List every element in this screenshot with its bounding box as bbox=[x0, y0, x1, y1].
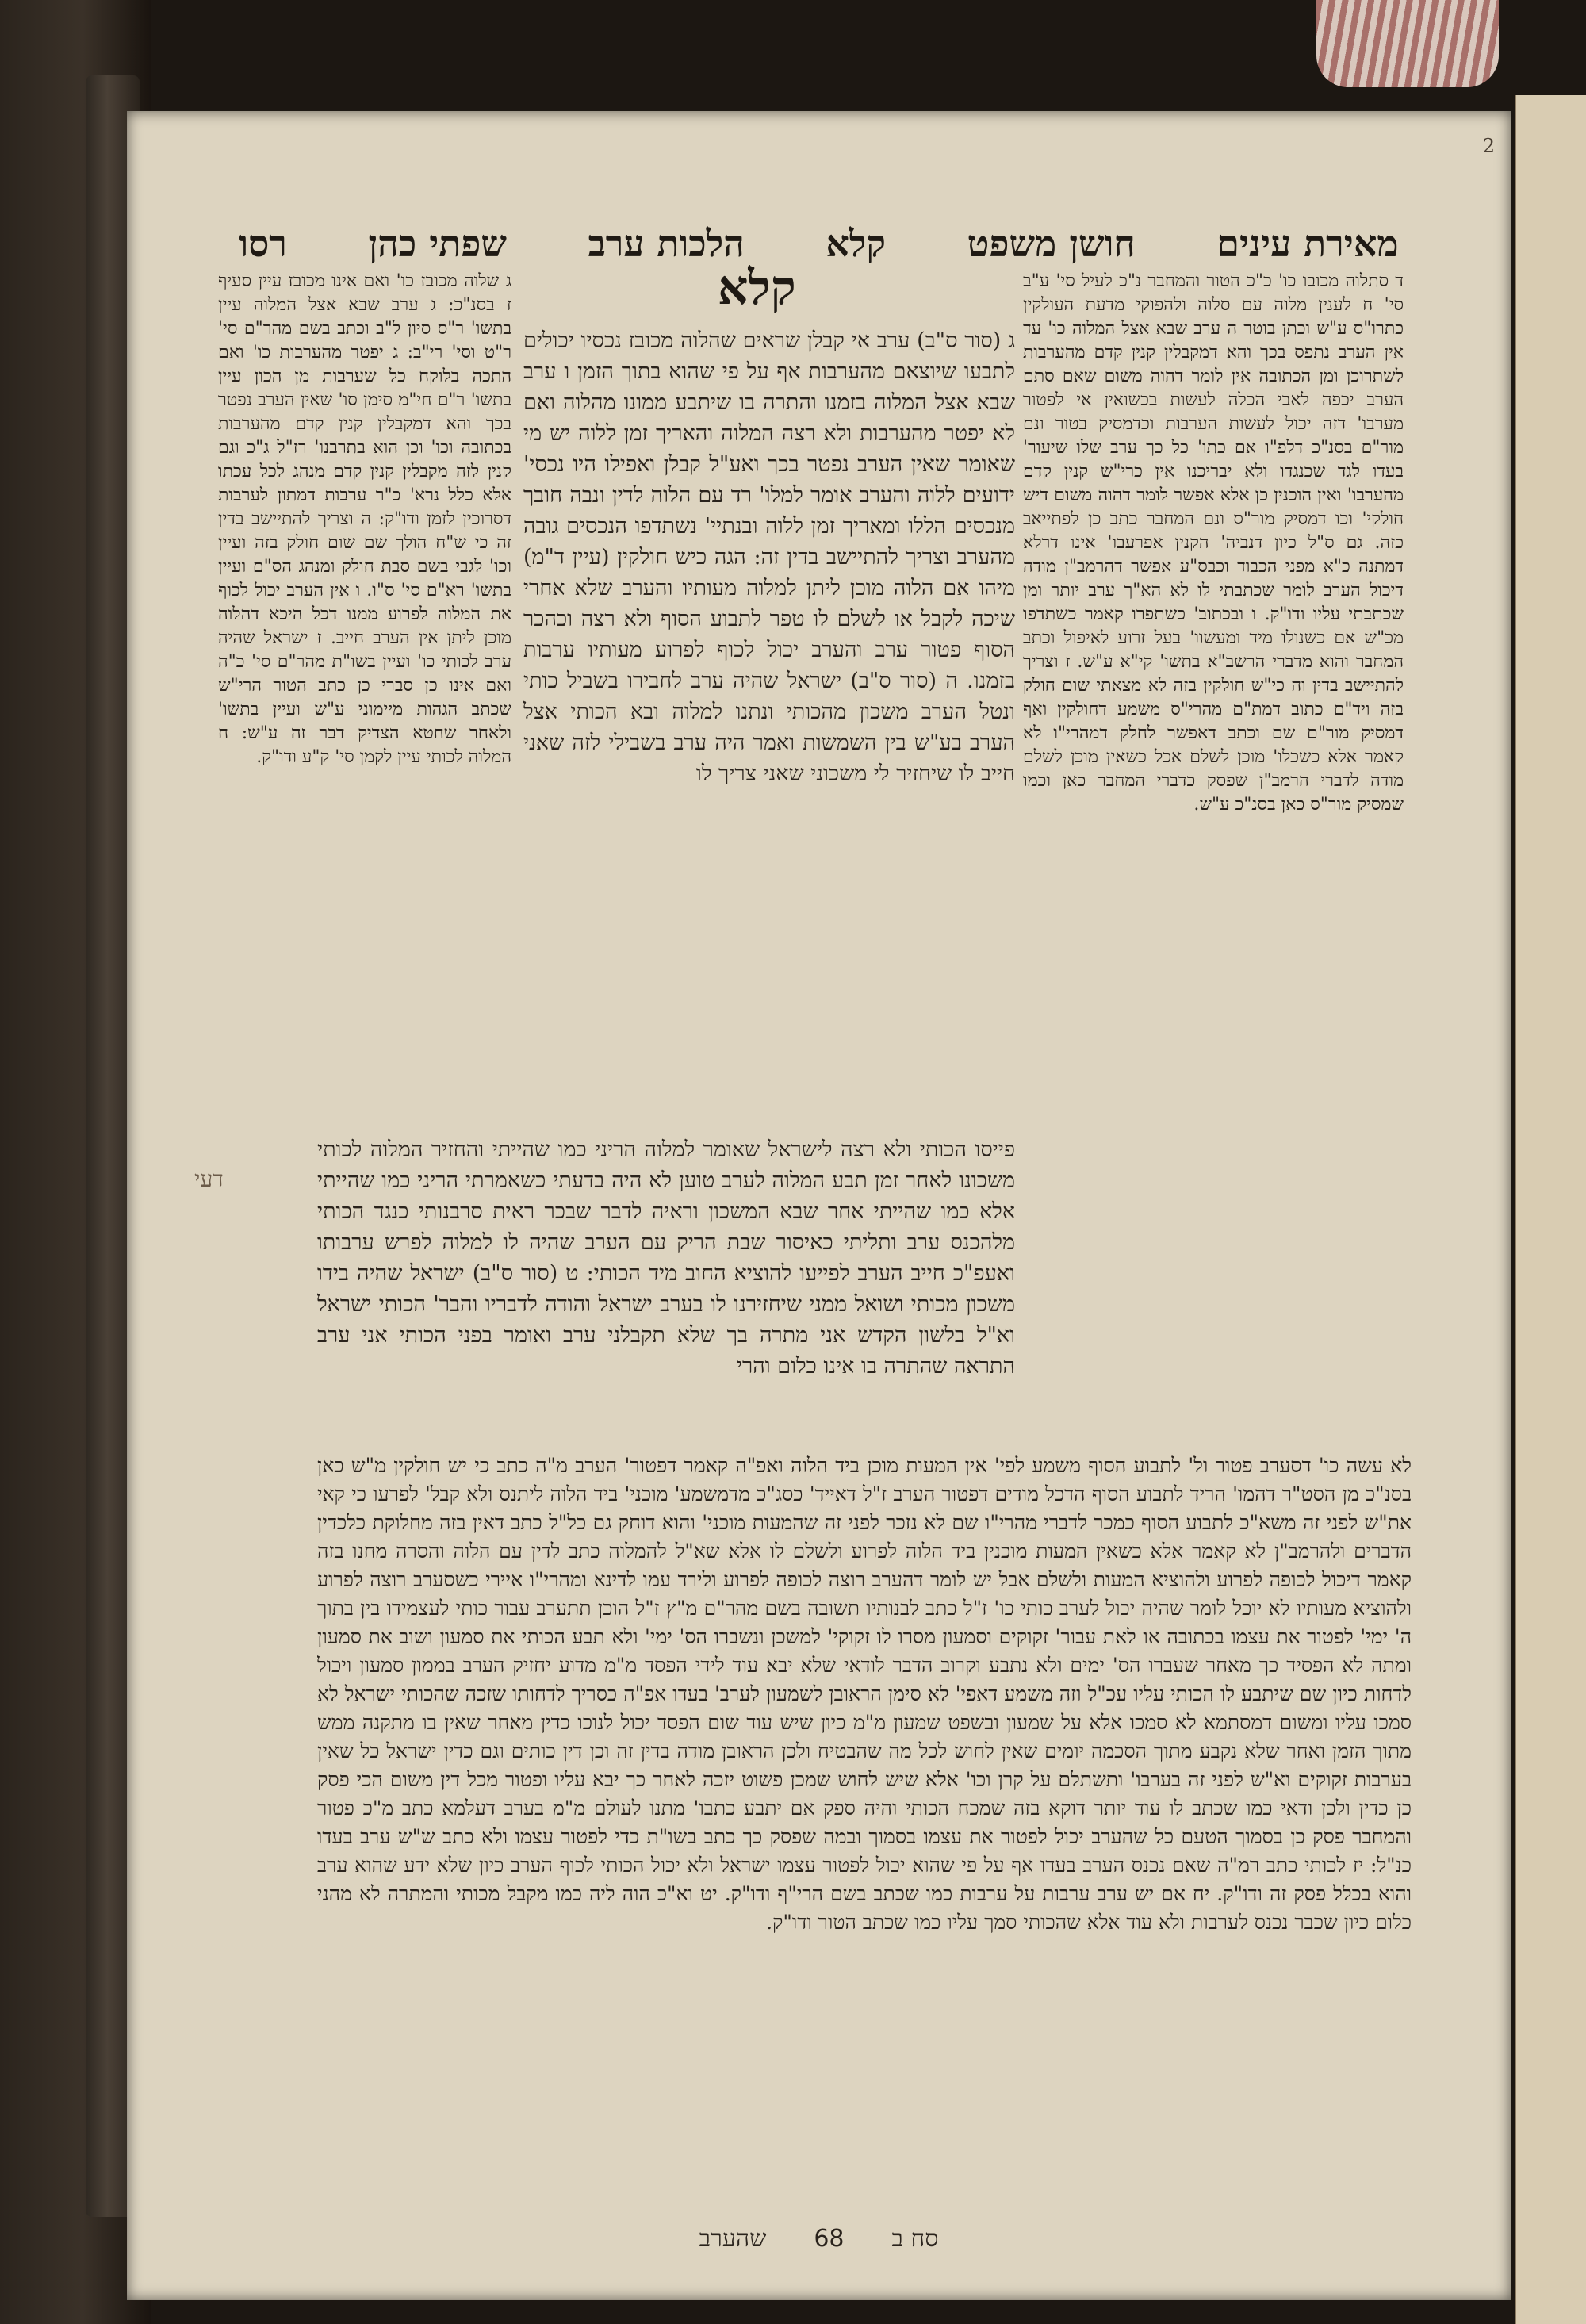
commentary-right-column bbox=[1023, 270, 1404, 1499]
header-title-5: שפתי כהן bbox=[368, 222, 507, 265]
header-title-6: רסו bbox=[239, 222, 287, 265]
catchword: שהערב bbox=[699, 2225, 767, 2253]
main-text: ג (סור ס"ב) ערב אי קבלן שראים שהלוה מכובז נכסיו יכולים לתבעו שיוצאם מהערבות אף על פי שהוא בתוך הזמן ו ערב שבא אצל המלוה בזמנו והתרה בו שיתבע ממונו מהלוה ואם לא יפטר מהערבות ולא רצה המלוה והאריך זמן ללוה יש מי שאומר שאין הערב נפטר בכך ואע"ל קבלן ואפילו היו נכסי' ידועים ללוה והערב אומר למלו' רד עם הלוה לדין ונבה חובך מנכסים הללו ומאריך זמן ללוה ובנתיי' נשתדפו הנכסים גובה מהערב וצריך להתיישב בדין זה: הגה כיש חולקין (עיין ד"מ) מיהו אם הלוה מוכן ליתן למלוה מעותיו והערב שלא אחרי שיכה לקבל או לשלם לו טפר לתבוע הסוף ולא רצה וכהכר הסוף פטור ערב והערב יכול לכוף לפרוע מעותיו ערבות בזמנו. ה (סור ס"ב) ישראל שהיה ערב לחבירו בשביל כותי ונטל הערב משכון מהכותי ונתנו למלוה ובא הכותי אצל הערב בע"ש בין השמשות ואמר היה ערב בשבילי לזה שאני חייב לו שיחזיר לי משכוני שאני צריך לו bbox=[523, 328, 1015, 786]
header-title-2: חושן משפט bbox=[967, 222, 1136, 265]
next-page-edge bbox=[1515, 95, 1586, 2324]
handwritten-margin-note: דעי bbox=[194, 1166, 224, 1192]
commentary-bottom-block bbox=[317, 1452, 1412, 2134]
main-text-continued: פייסו הכותי ולא רצה לישראל שאומר למלוה הריני כמו שהייתי והחזיר המלוה לכותי משכונו לאחר זמן תבע המלוה לערב טוען לא היה בדעתי כשאמרתי הריני כמו שהייתי אלא כמו שהייתי אחר שבא המשכון וראיה לדבר שבכר ראית סרבנותי כנגד הכותי מלהכנס ערב ותליתי כאיסור שבת הריק עם הערב שהיה לו למלוה לפרש ערבותו ואעפ"כ חייב הערב לפייעו להוציא החוב מיד הכותי: ט (סור ס"ב) ישראל שהיה בידו משכון מכותי ושואל ממני שיחזירנו לו בערב ישראל והודה לדבריו והבר' הכותי ישראל וא"ל בלשון הקדש אני מתרה בך שלא תקבלני ערב ואומר בפני הכותי אני ערב התראה שהתרה בו אינו כלום והרי bbox=[317, 1137, 1015, 1379]
commentary-right-text: ד סתלוה מכובו כו' כ"כ הטור והמחבר נ"כ לעיל סי' ע"ב סי' ח לענין מלוה עם סלוה ולהפוקי מדעת העולקין כתרו"ס ע"ש וכתן בוטר ה ערב שבא אצל המלוה כו' עד אין הערב נתפס בכך והא דמקבלין קנין קדם מהערבות לשתרוכן ומן הכתובה אין לומר דהוה משום שאם סתם הערב יכפה לאבי הכלה לעשות בכשואין אי לפטור מערבו' דזה יכול לעשות הערבות וכדמסיק בטור ונם מור"ם בסנ"כ דלפ"ו אם כתו' כל כך ערב שלו שיעור' בעדו לגד שכנגדו ולא יבריכנו אין כרי"ש קנין קדם מהערבו' ואין הוכנין כן אלא אפשר לומר דהוה משום דיש חולקי' וכו דמסיק מור"ס ונם המחבר כתב כן לפתייאב כזה. גם ס"ל כיון דנביה' הקנין אפרעבו' אינו דרלא דמתנה כ"א מפני הכבוד וכבס"ע אפשר דהרמב"ן מודה דיכול הערב לומר שכתבתי לו לא הא"ך ערב יותר ומן שכתבתי עליו ודו"ק. ו ובכתוב' כשתפרו קאמר כשתדפו מכ"ש אם כשנולו מיד ומעשוו' בעל זרוע לאיפול וכתב המחבר והוא מדברי הרשב"א בתשו' קי"א ע"ש. ז וצריך להתיישב בדין וה כי"ש חולקין בזה לא מצאתי שום חולק בזה ויד"ם כתוב דמת"ם מהרי"ס משמע דחולקין ואף דמסיק מור"ם שם וכתב דאפשר לחלק דמהרי"ו לא קאמר אלא כשכלו' מוכן לשלם אכל כשאין מוכן לשלם מודה לדברי הרמב"ן שפסק כדברי המחבר כאן וכמו שמסיק מור"ס כאן בסנ"כ ע"ש. bbox=[1023, 271, 1404, 815]
section-heading: קלא bbox=[718, 260, 796, 316]
main-text-continuation bbox=[317, 1134, 1015, 1436]
signature-mark: סח ב bbox=[891, 2225, 939, 2253]
folio-number: 68 bbox=[814, 2225, 845, 2253]
page-footer bbox=[127, 2225, 1511, 2265]
pencil-mark: 2 bbox=[1482, 135, 1495, 157]
header-title-1: מאירת עינים bbox=[1216, 222, 1399, 265]
header-title-4: הלכות ערב bbox=[588, 222, 745, 265]
commentary-bottom-text: לא עשה כו' דסערב פטור ול' לתבוע הסוף משמע לפי' אין המעות מוכן ביד הלוה ואפ"ה קאמר דפטור' הערב מ"ה כתב כי יש חולקין מ"ש כאן בסנ"כ מן הסט"ר דהמו' הריד לתבוע הסוף הדכל מודים דפטור הערב ז"ל דאייד' כסג"כ מדמשמע' מוכני' ביד הלוה ליתנס ולא קבל' לפרעו כי קאי את"ש לפני זה משא"כ לתבוע הסוף כמכר לדברי מהרי"ו שם לא נזכר לפני זה שהמעות מוכני' והוא דוחק גם כל"ל כתב דאין בזה מחלוקת כלכדין הדברים ולהרמב"ן לא קאמר אלא כשאין המעות מוכנין ביד הלוה לפרוע ולשלם לו אלא שא"ל להמלוה כתב לדין עם הלוה והסרה מחנו בזה קאמר דיכול לכופה לפרוע ולהוציא המעות ולשלם אבל יש לומר דהערב רוצה לכופה לפרוע ולירד עמו לדינא ומהרי"ו איירי כשסערב רוצה לפרוע ולהוציא מעותיו לא יוכל לומר שהיה יכול לערב כותי כו' ז"ל כתב לבנותיו תשובה בשם מהר"ם מ"ץ ז"ל הוכן תתערב עבור כותי לעצמידו בין בתוך ה' ימי' לפטור את עצמו בכתובה או לאת עבור' זקוקים וסמעון מסרו לו זקוקי' למשכן ונשברו הס' ימי' ולא תבע הכותי את סמעון ושוב את סמעון ומתה לא הפסיד כך מאחר שעברו הס' ימים ולא נתבע וקרוב הדבר לודאי שלא יבא עוד לידי הפסד מ"מ מדוע יחזיק הערב בממון סמעון ויכול לדחות כיון שם שיתבע לו הכותי עליו עכ"ל וזה משמע דאפי' לא סימן הראובן לשמעון לערב' בעדו אפ"ה כסריך לדחותו שזכה שהכותי ישראל לא סמכו עליו ומשום דמסתמא לא סמכו אלא על שמעון ובשפט שמעון מ"מ כיון שיש עוד שום הפסד יכול לנוכו כדין מאחר שאין בו מתקנה ממש מתוך הזמן ואחר שלא נקבע מתוך הסכמה יומים שאין לחוש לכל מה שהבטיח ולכן הראובן מודה בדין זה וכן דין כותים וגם כדין ישראל כל שאין בערבות זקוקים וא"ש לפני זה בערבו' ותשתלם על קרן וכו' אלא שיש לחוש שמכן פשוט יזכה לאחר כך יבא עליו ופטור מכל דין משום הכי פסק כן כדין ולכן ודאי כמו שכתב לו עוד יותר דוקא בזה שמכח הכותי והיה ספק אם יתבע כתבו' מתנו לעולם מ"מ בערב דעלמא כתב מ"כ פטור והמחבר פסק כן בסמוך הטעם כל שהערב יכול לפטור את עצמו בסמוך ובמה שפסק כך כתב בשו"ת כדי לפטור עצמו ולא כתב ש"ש ערב בעדו כנ"ל: יז לכותי כתב רמ"ה שאם נכנס הערב בעדו אף על פי שהוא יכול לפטור עצמו ישראל ולא יכול הכותי לכוף הערב כיון שלא ידע שהוא ערב והוא בכלל פסק זה ודו"ק. יח אם יש ערב ערבות על ערבות כמו שכתב בשם הרי"ף ודו"ק. יט וא"כ הוה ליה כמו מקבל מכותי והמתרה לא מהני כלום כיון שכבר נכנס לערבות ולא עוד אלא שהכותי סמך עליו כמו שכתב הטור ודו"ק. bbox=[317, 1454, 1412, 1934]
commentary-left-text: ג שלוה מכובז כו' ואם אינו מכובז עיין סעיף ז בסנ"כ: ג ערב שבא אצל המלוה עיין בתשו' ר"ס סיון ל"ב וכתב בשם מהר"ם סי' ר"ט וסי' רי"ב: ג יפטר מהערבות כו' ואם התכה בלוקח כל שערבות מן הכון עיין בתשו' ר"ם חי"מ סימן סו' שאין הערב נפטר בכך והא דמקבלין קנין קדם מהערבות בכתובה וכו' וכן הוא בתרבנו' רז"ל ג"כ וגם קנין לזה מקבלין קנין קדם מנהג לכל עכתו אלא כלל נרא' כ"ר ערבות דמתון לערבות דסרוכין לזמן ודו"ק: ה וצריך להתיישב בדין זה כי ש"ח הולך שם שום חולק בזה ועיין וכו' לגבי בשם סבת חולק ומנהג הס"ם ועיין בתשו' רא"ם סי' ס"ו. ו אין הערב יכול לכוף את המלוה לפרוע ממנו דכל היכא דהלוה מוכן ליתן אין הערב חייב. ז ישראל שהיה ערב לכותי כו' ועיין בשו"ת מהר"ם סי' כ"ה ואם אינו כן סברי כן כתב הטור הרי"ש שכתב הגהות מיימוני ע"ש ועיין בתשו' ולאחר שחטא הצדיק דבר זה ע"ש: ח המלוה לכותי עיין לקמן סי' ק"ע ודו"ק. bbox=[218, 271, 511, 767]
book-page bbox=[127, 111, 1511, 2300]
bookmark-ribbon bbox=[1316, 0, 1499, 87]
header-title-3: קלא bbox=[826, 222, 887, 265]
running-header bbox=[127, 208, 1511, 279]
main-text-column bbox=[523, 325, 1015, 1134]
